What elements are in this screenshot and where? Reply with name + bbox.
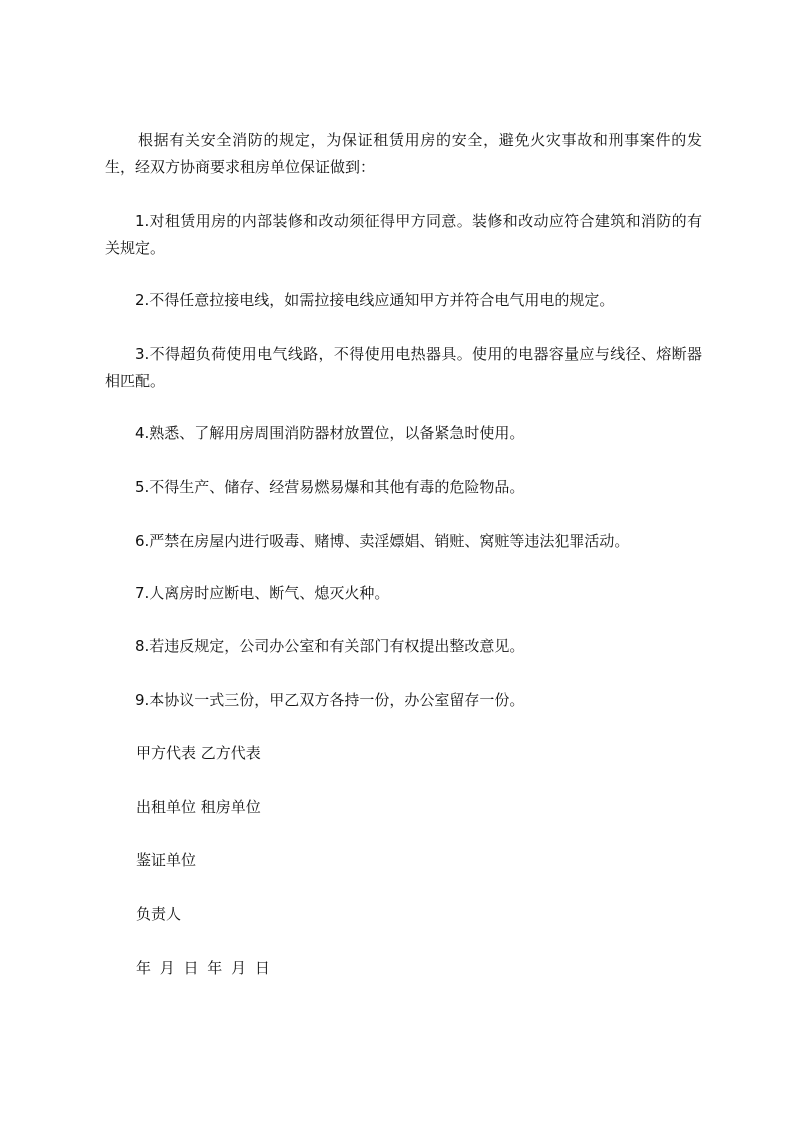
clause-8: 8.若违反规定，公司办公室和有关部门有权提出整改意见。 (135, 637, 525, 655)
clause-9: 9.本协议一式三份，甲乙双方各持一份，办公室留存一份。 (135, 691, 525, 709)
clause-4: 4.熟悉、了解用房周围消防器材放置位，以备紧急时使用。 (135, 424, 525, 442)
signature-units: 出租单位 租房单位 (136, 798, 261, 816)
clause-7: 7.人离房时应断电、断气、熄灭火种。 (135, 584, 390, 602)
signature-dates: 年 月 日 年 月 日 (136, 959, 270, 977)
signature-responsible-person: 负责人 (136, 905, 182, 923)
signature-representatives: 甲方代表 乙方代表 (136, 744, 261, 762)
clause-2: 2.不得任意拉接电线，如需拉接电线应通知甲方并符合电气用电的规定。 (135, 291, 615, 309)
clause-6: 6.严禁在房屋内进行吸毒、赌博、卖淫嫖娼、销赃、窝赃等违法犯罪活动。 (135, 532, 630, 550)
intro-paragraph: 根据有关安全消防的规定，为保证租赁用房的安全，避免火灾事故和刑事案件的发生，经双方协商要求租房单位保证做到： (105, 131, 702, 176)
clause-5: 5.不得生产、储存、经营易燃易爆和其他有毒的危险物品。 (135, 478, 525, 496)
signature-witness-unit: 鉴证单位 (136, 851, 197, 869)
clause-3: 3.不得超负荷使用电气线路，不得使用电热器具。使用的电器容量应与线径、熔断器相匹配。 (105, 345, 702, 390)
clause-1: 1.对租赁用房的内部装修和改动须征得甲方同意。装修和改动应符合建筑和消防的有关规定。 (105, 212, 702, 257)
